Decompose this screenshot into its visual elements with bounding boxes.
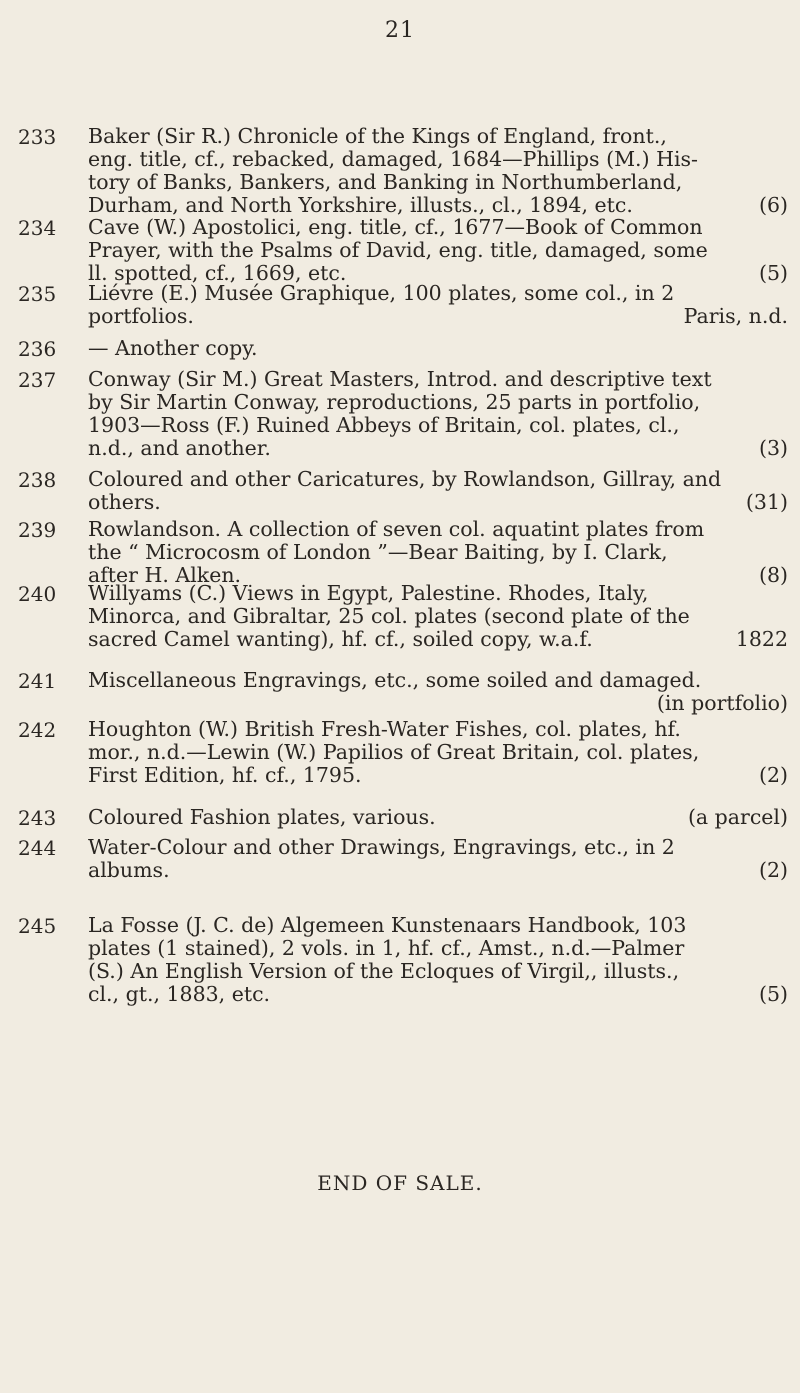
lot-quantity: (8)	[758, 563, 788, 587]
lot-quantity: (6)	[758, 193, 788, 217]
lot-line: Cave (W.) Apostolici, eng. title, cf., 1677—Book of Common	[88, 215, 703, 239]
lot-line: Miscellaneous Engravings, etc., some soiled and damaged.	[88, 668, 702, 692]
lot-line: the “ Microcosm of London ”—Bear Baiting, by I. Clark,	[88, 540, 668, 564]
lot-number: 245	[18, 914, 57, 938]
lot-line: others. (31)	[88, 490, 788, 514]
lot-number: 239	[18, 518, 57, 542]
lot-line: Houghton (W.) British Fresh-Water Fishes, col. plates, hf.	[88, 717, 681, 741]
lot-line: tory of Banks, Bankers, and Banking in Northumberland,	[88, 170, 683, 194]
lot-description	[88, 125, 788, 217]
lot-quantity: (in portfolio)	[656, 691, 788, 715]
lot-quantity: 1822	[735, 627, 788, 651]
lot-line: Durham, and North Yorkshire, illusts., cl., 1894, etc. (6)	[88, 193, 788, 217]
lot-number: 237	[18, 368, 57, 392]
lot-quantity: (5)	[758, 261, 788, 285]
lot-number: 236	[18, 337, 57, 361]
lot-description	[88, 468, 788, 514]
lot-line: Baker (Sir R.) Chronicle of the Kings of England, front.,	[88, 124, 667, 148]
end-of-sale: END OF SALE.	[317, 1171, 483, 1195]
lot-line: Prayer, with the Psalms of David, eng. title, damaged, some	[88, 238, 708, 262]
lot-line: albums. (2)	[88, 858, 788, 882]
lot-line: eng. title, cf., rebacked, damaged, 1684—Phillips (M.) His-	[88, 147, 698, 171]
lot-number: 243	[18, 806, 57, 830]
lot-quantity: Paris, n.d.	[683, 304, 788, 328]
lot-number: 241	[18, 669, 57, 693]
lot-number: 244	[18, 836, 57, 860]
lot-description	[88, 282, 788, 328]
lot-description	[88, 806, 788, 829]
lot-line: portfolios. Paris, n.d.	[88, 304, 788, 328]
lot-quantity: (31)	[745, 490, 788, 514]
lot-number: 238	[18, 468, 57, 492]
lot-quantity: (5)	[758, 982, 788, 1006]
page-number: 21	[385, 18, 415, 43]
lot-line: plates (1 stained), 2 vols. in 1, hf. cf., Amst., n.d.—Palmer	[88, 936, 685, 960]
lot-line: Coloured Fashion plates, various. (a parcel)	[88, 805, 788, 829]
lot-line: n.d., and another. (3)	[88, 436, 788, 460]
lot-line: — Another copy.	[88, 336, 258, 360]
lot-description	[88, 216, 788, 285]
lot-line: ll. spotted, cf., 1669, etc. (5)	[88, 261, 788, 285]
lot-quantity: (a parcel)	[687, 805, 788, 829]
lot-line: First Edition, hf. cf., 1795. (2)	[88, 763, 788, 787]
lot-description	[88, 337, 788, 360]
lot-line: Liévre (E.) Musée Graphique, 100 plates, some col., in 2	[88, 281, 675, 305]
lot-line: (S.) An English Version of the Ecloques of Virgil,, illusts.,	[88, 959, 680, 983]
lot-description	[88, 718, 788, 787]
lot-line: 1903—Ross (F.) Ruined Abbeys of Britain, col. plates, cl.,	[88, 413, 680, 437]
lot-line: cl., gt., 1883, etc. (5)	[88, 982, 788, 1006]
lot-line: Willyams (C.) Views in Egypt, Palestine. Rhodes, Italy,	[88, 581, 649, 605]
lot-line: La Fosse (J. C. de) Algemeen Kunstenaars Handbook, 103	[88, 913, 687, 937]
lot-line: Coloured and other Caricatures, by Rowlandson, Gillray, and	[88, 467, 722, 491]
lot-line: after H. Alken. (8)	[88, 563, 788, 587]
lot-line: Minorca, and Gibraltar, 25 col. plates (second plate of the	[88, 604, 690, 628]
lot-quantity: (2)	[758, 858, 788, 882]
lot-line: by Sir Martin Conway, reproductions, 25 parts in portfolio,	[88, 390, 701, 414]
lot-line: Water-Colour and other Drawings, Engravings, etc., in 2	[88, 835, 675, 859]
lot-number: 234	[18, 216, 57, 240]
lot-line	[88, 692, 788, 715]
lot-description	[88, 518, 788, 587]
lot-line: sacred Camel wanting), hf. cf., soiled copy, w.a.f. 1822	[88, 627, 788, 651]
lot-description	[88, 836, 788, 882]
lot-description	[88, 582, 788, 651]
lot-number: 233	[18, 125, 57, 149]
lot-line: Conway (Sir M.) Great Masters, Introd. and descriptive text	[88, 367, 712, 391]
lot-number: 240	[18, 582, 57, 606]
lot-quantity: (3)	[758, 436, 788, 460]
lot-description	[88, 368, 788, 460]
lot-number: 242	[18, 718, 57, 742]
lot-line: mor., n.d.—Lewin (W.) Papilios of Great Britain, col. plates,	[88, 740, 700, 764]
lot-description	[88, 914, 788, 1006]
lot-description	[88, 669, 788, 715]
lot-number: 235	[18, 282, 57, 306]
lot-quantity: (2)	[758, 763, 788, 787]
lot-line: Rowlandson. A collection of seven col. aquatint plates from	[88, 517, 705, 541]
